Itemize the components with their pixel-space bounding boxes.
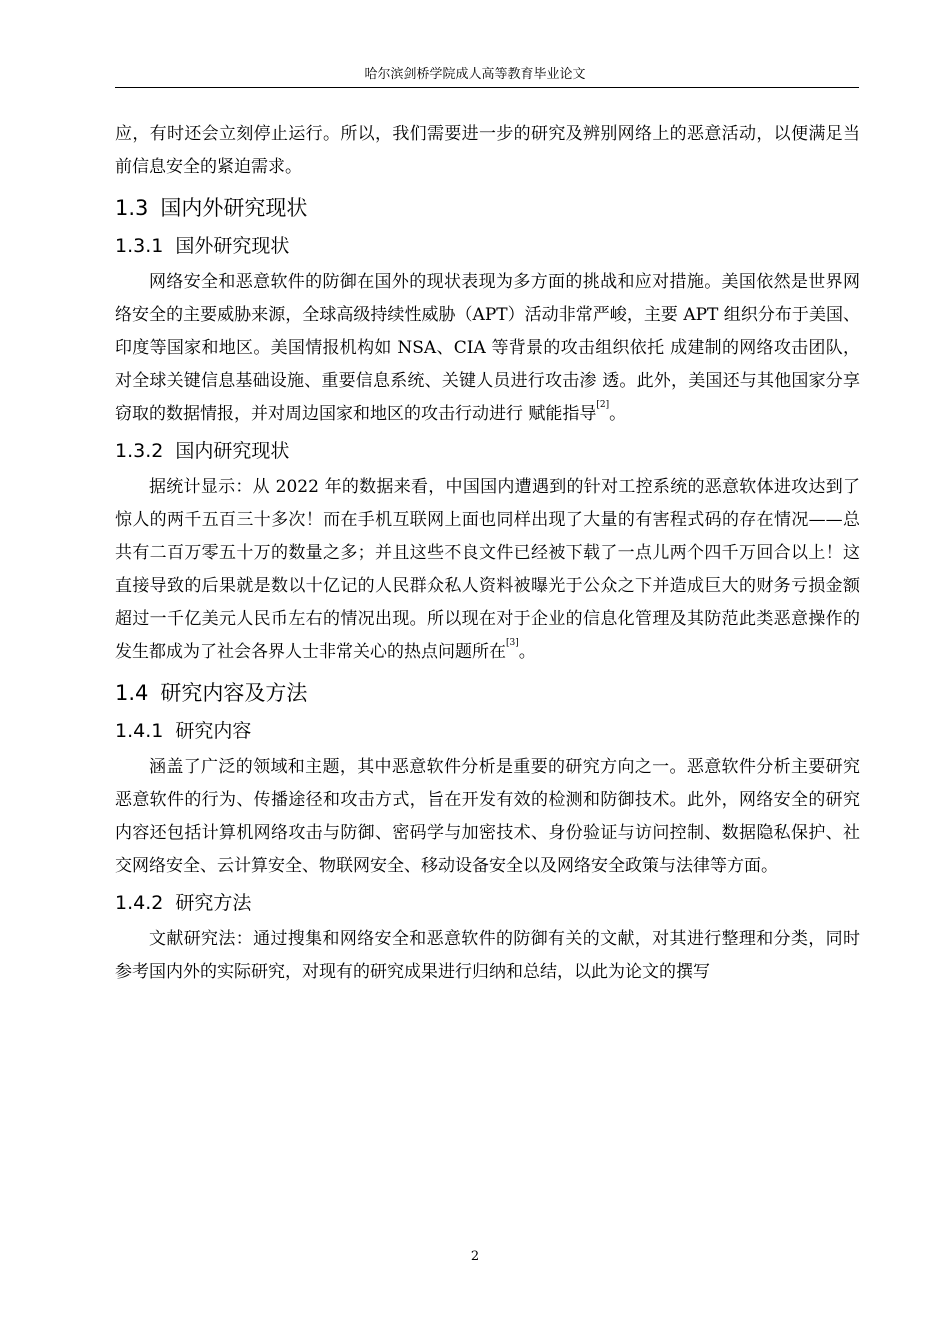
heading-number: 1.4.2 (115, 892, 164, 914)
heading-title: 国内外研究现状 (160, 196, 308, 220)
page-number: 2 (470, 1249, 480, 1264)
heading-title: 国外研究现状 (175, 235, 290, 257)
foreign-status-paragraph (115, 266, 860, 431)
heading-number: 1.3.1 (115, 235, 164, 257)
heading-number: 1.4 (115, 681, 149, 705)
heading-1-3 (115, 190, 860, 226)
citation-ref: [3] (506, 638, 519, 648)
heading-1-4-1 (115, 715, 860, 747)
page-header-title: 哈尔滨剑桥学院成人高等教育毕业论文 (364, 67, 586, 82)
intro-continuation-paragraph: 应，有时还会立刻停止运行。所以，我们需要进一步的研究及辨别网络上的恶意活动，以便满足当前信息安全的紧迫需求。 (115, 124, 860, 177)
research-method-paragraph: 文献研究法：通过搜集和网络安全和恶意软件的防御有关的文献，对其进行整理和分类，同时参考国内外的实际研究，对现有的研究成果进行归纳和总结，以此为论文的撰写 (115, 929, 860, 982)
heading-1-4-2 (115, 887, 860, 919)
paragraph-end: 。 (518, 642, 536, 662)
heading-1-3-2 (115, 435, 860, 467)
heading-1-3-1 (115, 230, 860, 262)
citation-ref: [2] (596, 400, 610, 410)
domestic-status-paragraph (115, 471, 860, 669)
heading-number: 1.3.2 (115, 440, 164, 462)
research-content-paragraph: 涵盖了广泛的领域和主题，其中恶意软件分析是重要的研究方向之一。恶意软件分析主要研究恶意软件的行为、传播途径和攻击方式，旨在开发有效的检测和防御技术。此外，网络安全的研究内容还包括计算机网络攻击与防御、密码学与加密技术、身份验证与访问控制、数据隐私保护、社交网络安全、云计算安全、物联网安全、移动设备安全以及网络安全政策与法律等方面。 (115, 757, 860, 876)
heading-title: 研究内容及方法 (160, 681, 308, 705)
document-body (115, 118, 860, 989)
heading-1-4 (115, 675, 860, 711)
paragraph-end: 。 (609, 404, 627, 424)
heading-title: 研究内容 (175, 720, 252, 742)
paragraph-text: 据统计显示：从 2022 年的数据来看，中国国内遭遇到的针对工控系统的恶意软体进攻达到了惊人的两千五百三十多次！而在手机互联网上面也同样出现了大量的有害程式码的存在情况——总共有二百万零五十万的数量之多；并且这些不良文件已经被下载了一点儿两个四千万回合以上！这直接导致的后果就是数以十亿记的人民群众私人资料被曝光于公众之下并造成巨大的财务亏损金额超过一千亿美元人民币左右的情况出现。所以现在对于企业的信息化管理及其防范此类恶意操作的发生都成为了社会各界人士非常关心的热点问题所在 (115, 477, 860, 662)
heading-title: 研究方法 (175, 892, 252, 914)
heading-title: 国内研究现状 (175, 440, 290, 462)
heading-number: 1.3 (115, 196, 149, 220)
header-divider (115, 87, 859, 88)
paragraph-text: 网络安全和恶意软件的防御在国外的现状表现为多方面的挑战和应对措施。美国依然是世界网络安全的主要威胁来源，全球高级持续性威胁（APT）活动非常严峻，主要 APT 组织分布于美国、印度等国家和地区。美国情报机构如 NSA、CIA 等背景的攻击组织依托 成建制的网络攻击团队，对全球关键信息基础设施、重要信息系统、关键人员进行攻击渗 透。此外，美国还与其他国家分享窃取的数据情报，并对周边国家和地区的攻击行动进行 赋能指导 (115, 272, 860, 424)
heading-number: 1.4.1 (115, 720, 164, 742)
